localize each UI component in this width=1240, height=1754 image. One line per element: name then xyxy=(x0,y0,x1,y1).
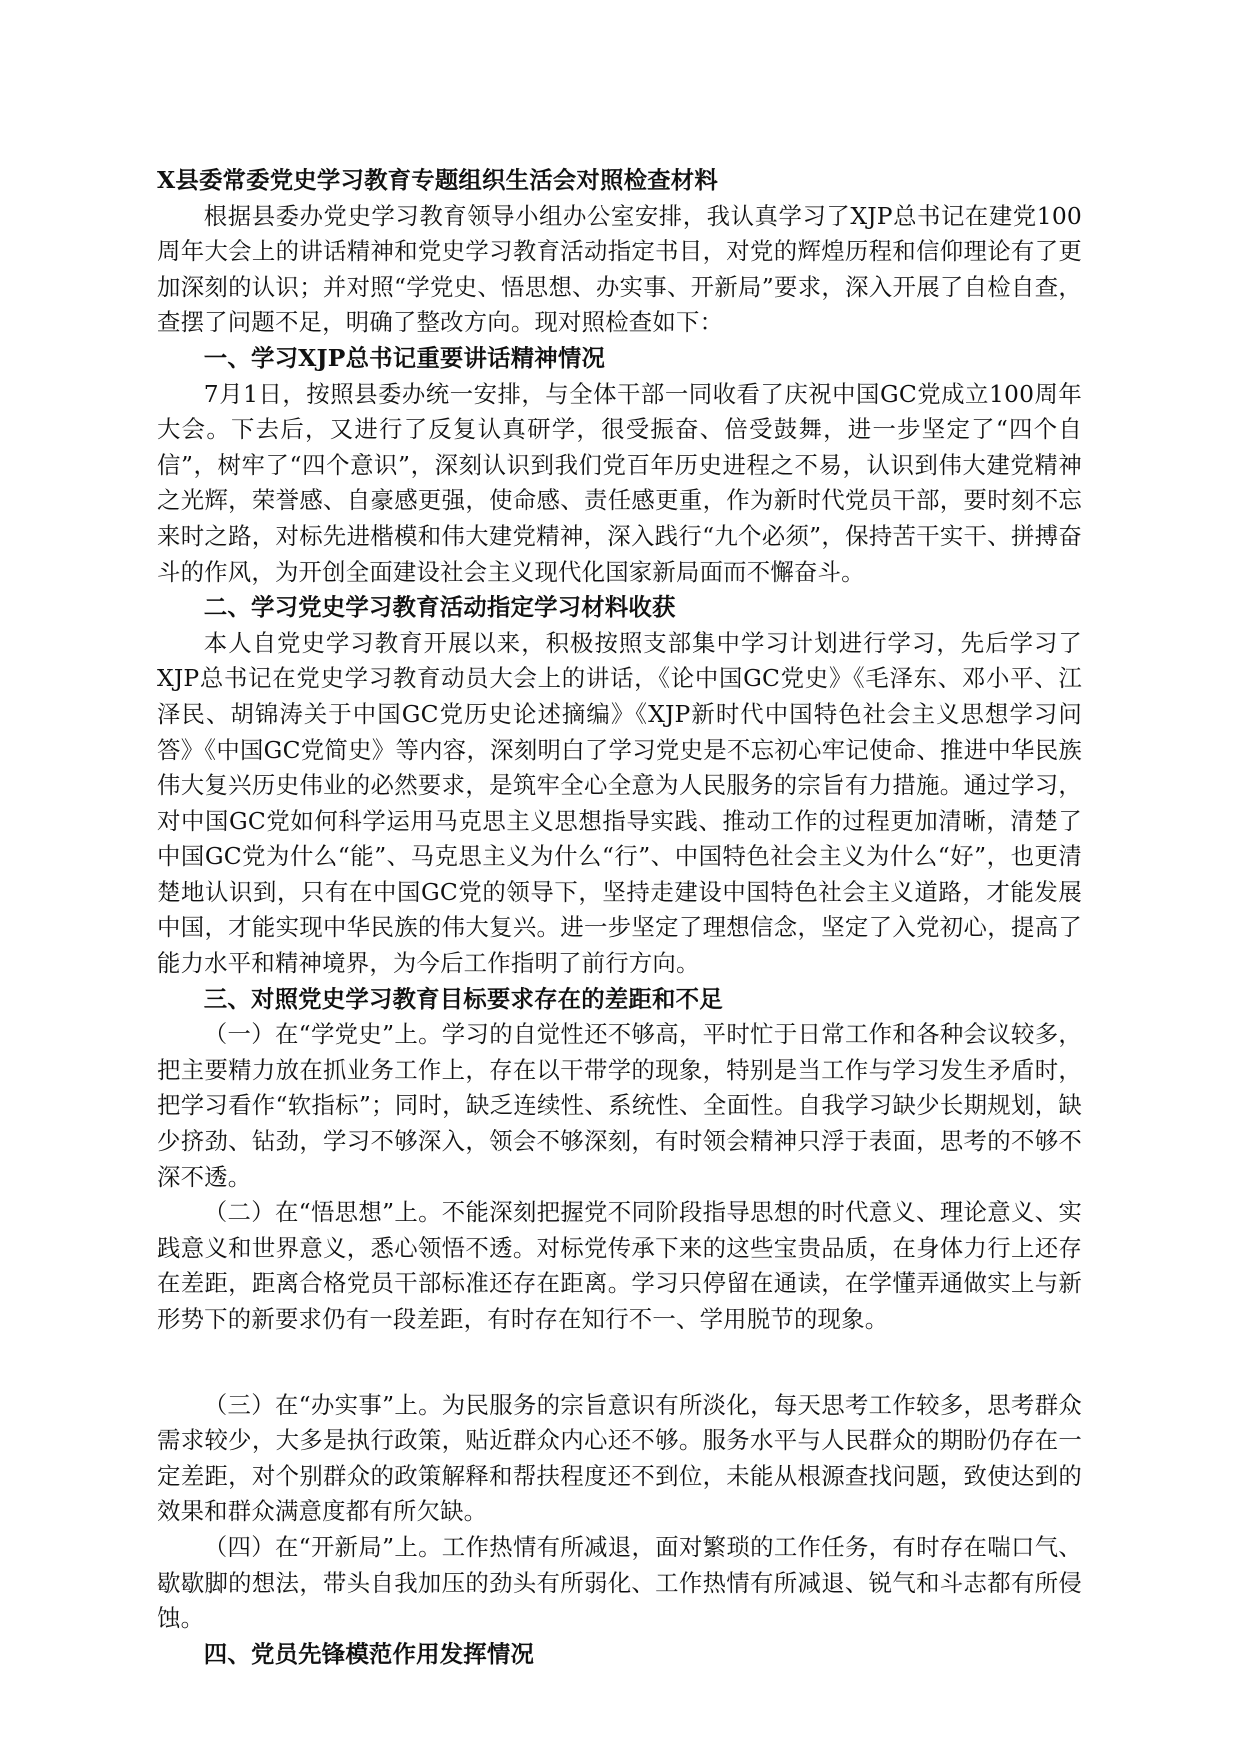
section-2-paragraph-1: 本人自党史学习教育开展以来，积极按照支部集中学习计划进行学习，先后学习了XJP总书记在党史学习教育动员大会上的讲话，《论中国GC党史》《毛泽东、邓小平、江泽民、胡锦涛关于中国GC党历史论述摘编》《XJP新时代中国特色社会主义思想学习问答》《中国GC党简史》等内容，深刻明白了学习党史是不忘初心牢记使命、推进中华民族伟大复兴历史伟业的必然要求，是筑牢全心全意为人民服务的宗旨有力措施。通过学习，对中国GC党如何科学运用马克思主义思想指导实践、推动工作的过程更加清晰，清楚了中国GC党为什么“能”、马克思主义为什么“行”、中国特色社会主义为什么“好”，也更清楚地认识到，只有在中国GC党的领导下，坚持走建设中国特色社会主义道路，才能发展中国，才能实现中华民族的伟大复兴。进一步坚定了理想信念，坚定了入党初心，提高了能力水平和精神境界，为今后工作指明了前行方向。 xyxy=(157,628,1082,978)
section-3-item-2: （二）在“悟思想”上。不能深刻把握党不同阶段指导思想的时代意义、理论意义、实践意义和世界意义，悉心领悟不透。对标党传承下来的这些宝贵品质，在身体力行上还存在差距，距离合格党员干部标准还存在距离。学习只停留在通读，在学懂弄通做实上与新形势下的新要求仍有一段差距，有时存在知行不一、学用脱节的现象。 xyxy=(157,1198,1082,1333)
section-3-item-1: （一）在“学党史”上。学习的自觉性还不够高，平时忙于日常工作和各种会议较多，把主要精力放在抓业务工作上，存在以干带学的现象，特别是当工作与学习发生矛盾时，把学习看作“软指标”；同时，缺乏连续性、系统性、全面性。自我学习缺少长期规划，缺少挤劲、钻劲，学习不够深入，领会不够深刻，有时领会精神只浮于表面，思考的不够不深不透。 xyxy=(157,1020,1082,1191)
document-page xyxy=(157,163,1082,1672)
section-3-heading: 三、对照党史学习教育目标要求存在的差距和不足 xyxy=(203,984,723,1013)
section-1-heading: 一、学习XJP总书记重要讲话精神情况 xyxy=(203,343,606,372)
section-3-item-4: （四）在“开新局”上。工作热情有所减退，面对繁琐的工作任务，有时存在喘口气、歇歇脚的想法，带头自我加压的劲头有所弱化、工作热情有所减退、锐气和斗志都有所侵蚀。 xyxy=(157,1532,1082,1633)
intro-paragraph: 根据县委办党史学习教育领导小组办公室安排，我认真学习了XJP总书记在建党100周年大会上的讲话精神和党史学习教育活动指定书目，对党的辉煌历程和信仰理论有了更加深刻的认识；并对照“学党史、悟思想、办实事、开新局”要求，深入开展了自检自查，查摆了问题不足，明确了整改方向。现对照检查如下： xyxy=(157,201,1082,337)
paragraph-gap xyxy=(157,1338,1082,1388)
section-3-item-3: （三）在“办实事”上。为民服务的宗旨意识有所淡化，每天思考工作较多，思考群众需求较少，大多是执行政策，贴近群众内心还不够。服务水平与人民群众的期盼仍存在一定差距，对个别群众的政策解释和帮扶程度还不到位，未能从根源查找问题，致使达到的效果和群众满意度都有所欠缺。 xyxy=(157,1390,1082,1526)
document-title: X县委常委党史学习教育专题组织生活会对照检查材料 xyxy=(157,166,718,194)
section-2-heading: 二、学习党史学习教育活动指定学习材料收获 xyxy=(203,593,676,622)
section-1-paragraph-1: 7月1日，按照县委办统一安排，与全体干部一同收看了庆祝中国GC党成立100周年大会。下去后，又进行了反复认真研学，很受振奋、倍受鼓舞，进一步坚定了“四个自信”，树牢了“四个意识”，深刻认识到我们党百年历史进程之不易，认识到伟大建党精神之光辉，荣誉感、自豪感更强，使命感、责任感更重，作为新时代党员干部，要时刻不忘来时之路，对标先进楷模和伟大建党精神，深入践行“九个必须”，保持苦干实干、拼搏奋斗的作风，为开创全面建设社会主义现代化国家新局面而不懈奋斗。 xyxy=(157,379,1082,586)
section-4-heading: 四、党员先锋模范作用发挥情况 xyxy=(203,1639,535,1668)
